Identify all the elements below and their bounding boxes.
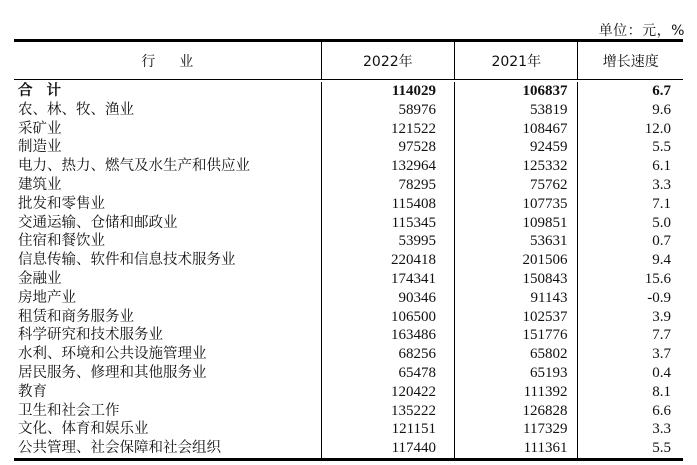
table-row-growth-rate: 3.7: [652, 346, 671, 363]
table-row-value-2022: 120422: [391, 383, 437, 400]
table-row-industry-name: 农、林、牧、渔业: [18, 101, 134, 118]
header-growth: 增长速度: [577, 42, 683, 79]
table-row-value-2021: 102537: [522, 308, 568, 325]
table-row-industry-name: 教育: [18, 383, 47, 400]
total-growth-rate: 6.7: [652, 83, 671, 99]
table-row-value-2022: 132964: [391, 158, 437, 175]
table-row-value-2022: 135222: [391, 402, 437, 419]
table-row-industry-name: 房地产业: [18, 289, 76, 306]
table-row-value-2022: 97528: [398, 139, 437, 156]
table-row-growth-rate: 5.5: [652, 440, 671, 457]
table-row-growth-rate: 12.0: [644, 120, 671, 137]
table-row-growth-rate: 0.4: [652, 364, 671, 381]
industry-column: [14, 82, 321, 458]
table-row-growth-rate: 15.6: [644, 270, 671, 287]
table-row-value-2022: 121522: [391, 120, 437, 137]
table-row-industry-name: 制造业: [18, 139, 62, 156]
header-2021: 2021年: [454, 42, 577, 79]
growth-column: [577, 82, 683, 458]
table-row-growth-rate: 5.5: [652, 139, 671, 156]
table-row-industry-name: 水利、环境和公共设施管理业: [18, 346, 207, 363]
total-value-2022: 114029: [391, 83, 437, 99]
table-row-value-2022: 220418: [391, 252, 437, 269]
table-row-growth-rate: 7.7: [652, 327, 671, 344]
table-body: [14, 80, 683, 458]
table-row-industry-name: 交通运输、仓储和邮政业: [18, 214, 178, 231]
table-row-value-2022: 115345: [391, 214, 437, 231]
year-2022-column: [321, 82, 454, 458]
total-value-2021: 106837: [522, 83, 568, 99]
table-row-industry-name: 批发和零售业: [18, 195, 105, 212]
table-row-value-2022: 68256: [398, 346, 437, 363]
table-row-value-2021: 151776: [522, 327, 568, 344]
table-row-value-2021: 75762: [529, 176, 568, 193]
table-row-value-2022: 90346: [398, 289, 437, 306]
table-row-value-2021: 108467: [522, 120, 568, 137]
wage-table: [14, 39, 683, 461]
table-row-value-2021: 107735: [522, 195, 568, 212]
table-row-value-2021: 201506: [522, 252, 568, 269]
table-row-value-2022: 106500: [391, 308, 437, 325]
table-row-value-2021: 150843: [522, 270, 568, 287]
total-industry-name: 合计: [18, 83, 75, 99]
table-row-industry-name: 住宿和餐饮业: [18, 233, 105, 250]
table-row-industry-name: 建筑业: [18, 176, 62, 193]
table-row-value-2022: 174341: [391, 270, 437, 287]
table-row-industry-name: 信息传输、软件和信息技术服务业: [18, 252, 236, 269]
table-row-industry-name: 居民服务、修理和其他服务业: [18, 364, 207, 381]
table-row-growth-rate: 3.3: [652, 421, 671, 438]
table-row-growth-rate: 0.7: [652, 233, 671, 250]
table-row-industry-name: 科学研究和技术服务业: [18, 327, 163, 344]
table-row-value-2022: 117440: [391, 440, 437, 457]
table-row-value-2022: 115408: [391, 195, 437, 212]
table-row-value-2022: 58976: [398, 101, 437, 118]
table-row-growth-rate: -0.9: [647, 289, 671, 306]
table-row-value-2021: 53819: [529, 101, 568, 118]
table-row-industry-name: 租赁和商务服务业: [18, 308, 134, 325]
table-row-value-2021: 65193: [529, 364, 568, 381]
table-row-value-2021: 125332: [522, 158, 568, 175]
table-row-industry-name: 电力、热力、燃气及水生产和供应业: [18, 158, 250, 175]
table-row-industry-name: 采矿业: [18, 120, 62, 137]
unit-label: 单位：元，%: [598, 23, 685, 39]
header-2022: 2022年: [321, 42, 454, 79]
table-row-growth-rate: 7.1: [652, 195, 671, 212]
table-row-growth-rate: 9.6: [652, 101, 671, 118]
table-row-growth-rate: 8.1: [652, 383, 671, 400]
table-header: [14, 42, 683, 80]
table-row-value-2021: 126828: [522, 402, 568, 419]
table-row-value-2021: 117329: [523, 421, 568, 438]
table-row-value-2022: 53995: [398, 233, 437, 250]
table-row-industry-name: 公共管理、社会保障和社会组织: [18, 440, 221, 457]
table-row-value-2021: 65802: [529, 346, 568, 363]
header-industry: 行业: [141, 53, 218, 70]
table-row-industry-name: 卫生和社会工作: [18, 402, 120, 419]
table-row-industry-name: 文化、体育和娱乐业: [18, 421, 149, 438]
table-row-growth-rate: 9.4: [652, 252, 671, 269]
table-row-value-2022: 121151: [391, 421, 437, 438]
table-row-industry-name: 金融业: [18, 270, 62, 287]
table-row-value-2022: 78295: [398, 176, 437, 193]
year-2021-column: [454, 82, 577, 458]
table-row-value-2021: 92459: [529, 139, 568, 156]
table-row-growth-rate: 6.6: [652, 402, 671, 419]
table-row-value-2021: 111361: [523, 440, 568, 457]
table-row-value-2022: 65478: [398, 364, 437, 381]
table-row-value-2021: 53631: [529, 233, 568, 250]
table-row-growth-rate: 6.1: [652, 158, 671, 175]
table-row-value-2022: 163486: [391, 327, 437, 344]
table-row-value-2021: 91143: [530, 289, 568, 306]
table-row-growth-rate: 3.9: [652, 308, 671, 325]
table-row-growth-rate: 3.3: [652, 176, 671, 193]
table-row-growth-rate: 5.0: [652, 214, 671, 231]
table-row-value-2021: 111392: [523, 383, 568, 400]
table-row-value-2021: 109851: [522, 214, 568, 231]
